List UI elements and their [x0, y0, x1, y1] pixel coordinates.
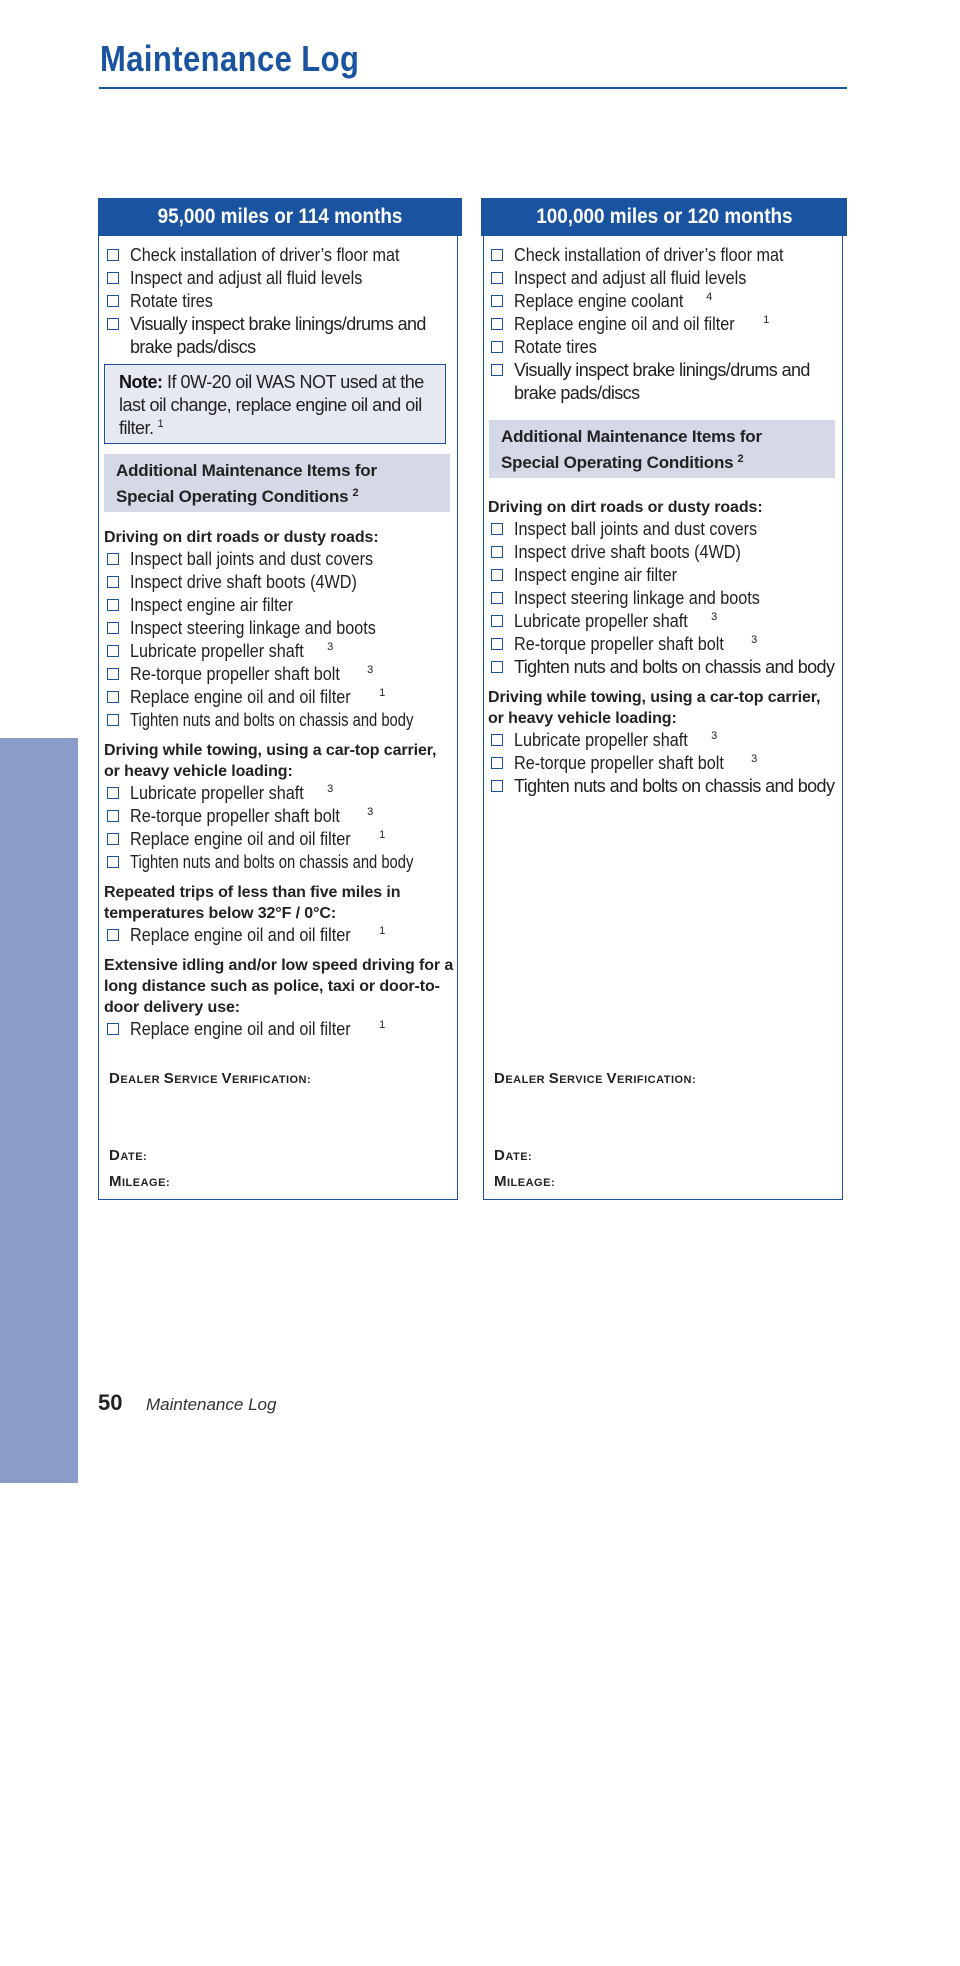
condition-heading: Extensive idling and/or low speed driving for a long distance such as police, taxi or door-to-door delivery use:: [104, 957, 454, 1016]
condition-heading: Repeated trips of less than five miles in temperatures below 32°F / 0°C:: [104, 884, 401, 922]
checklist-item[interactable]: Tighten nuts and bolts on chassis and body: [104, 851, 456, 874]
checklist-item[interactable]: Inspect and adjust all fluid levels: [488, 267, 840, 290]
checkbox-icon[interactable]: [491, 364, 503, 376]
checklist-item[interactable]: Inspect engine air filter: [488, 564, 838, 587]
checkbox-icon[interactable]: [107, 318, 119, 330]
checkbox-icon[interactable]: [107, 553, 119, 565]
checklist-item[interactable]: Inspect steering linkage and boots: [104, 617, 456, 640]
oil-note: Note: If 0W-20 oil WAS NOT used at the last oil change, replace engine oil and oil filter. $^1$: [104, 364, 446, 444]
checklist-item[interactable]: Check installation of driver’s floor mat: [488, 244, 840, 267]
checklist-item[interactable]: Inspect ball joints and dust covers: [104, 548, 456, 571]
checkbox-icon[interactable]: [491, 341, 503, 353]
checkbox-icon[interactable]: [107, 714, 119, 726]
checklist-item[interactable]: Visually inspect brake linings/drums and brake pads/discs: [104, 313, 454, 359]
checklist-item[interactable]: Rotate tires: [488, 336, 840, 359]
checklist-item[interactable]: Check installation of driver’s floor mat: [104, 244, 454, 267]
checklist-item[interactable]: Tighten nuts and bolts on chassis and body: [104, 709, 456, 732]
checklist-item[interactable]: Tighten nuts and bolts on chassis and body: [488, 656, 838, 679]
checkbox-icon[interactable]: [491, 318, 503, 330]
checklist-item[interactable]: Replace engine oil and oil filter $^1$: [104, 924, 456, 947]
condition-heading: Driving while towing, using a car-top carrier, or heavy vehicle loading:: [488, 689, 821, 727]
right-main-checklist: [488, 244, 840, 405]
checkbox-icon[interactable]: [491, 615, 503, 627]
additional-items-banner: Additional Maintenance Items for Special Operating Conditions $^2$: [104, 454, 450, 512]
checklist-item[interactable]: Inspect ball joints and dust covers: [488, 518, 838, 541]
checkbox-icon[interactable]: [107, 810, 119, 822]
checklist-item[interactable]: Replace engine oil and oil filter $^1$: [488, 313, 840, 336]
left-conditions: [104, 527, 456, 1041]
checkbox-icon[interactable]: [491, 638, 503, 650]
title-rule: [99, 87, 847, 89]
checklist-item[interactable]: Lubricate propeller shaft $^3$: [488, 729, 838, 752]
checklist-item[interactable]: Replace engine oil and oil filter $^1$: [104, 828, 456, 851]
checkbox-icon[interactable]: [491, 734, 503, 746]
panel-header-100000: 100,000 miles or 120 months: [481, 198, 847, 236]
checkbox-icon[interactable]: [491, 592, 503, 604]
checklist-item[interactable]: Replace engine oil and oil filter $^1$: [104, 1018, 456, 1041]
checklist-item[interactable]: Inspect steering linkage and boots: [488, 587, 838, 610]
side-tab-label: MAINTENANCE: [23, 1726, 54, 1966]
checkbox-icon[interactable]: [107, 249, 119, 261]
checkbox-icon[interactable]: [491, 523, 503, 535]
checkbox-icon[interactable]: [107, 622, 119, 634]
checkbox-icon[interactable]: [107, 599, 119, 611]
checklist-item[interactable]: Inspect drive shaft boots (4WD): [488, 541, 838, 564]
mileage-label: MILEAGE:: [494, 1173, 556, 1190]
checkbox-icon[interactable]: [107, 295, 119, 307]
checklist-item[interactable]: Tighten nuts and bolts on chassis and body: [488, 775, 838, 798]
checklist-item[interactable]: Re-torque propeller shaft bolt $^3$: [488, 633, 838, 656]
checkbox-icon[interactable]: [107, 645, 119, 657]
checklist-item[interactable]: Inspect drive shaft boots (4WD): [104, 571, 456, 594]
condition-heading: Driving while towing, using a car-top carrier, or heavy vehicle loading:: [104, 742, 437, 780]
checklist-item[interactable]: Inspect and adjust all fluid levels: [104, 267, 454, 290]
checkbox-icon[interactable]: [491, 780, 503, 792]
checkbox-icon[interactable]: [107, 691, 119, 703]
checklist-item[interactable]: Re-torque propeller shaft bolt $^3$: [488, 752, 838, 775]
checklist-item[interactable]: Lubricate propeller shaft $^3$: [488, 610, 838, 633]
condition-heading: Driving on dirt roads or dusty roads:: [488, 499, 763, 516]
checkbox-icon[interactable]: [491, 757, 503, 769]
checkbox-icon[interactable]: [491, 569, 503, 581]
checklist-item[interactable]: Replace engine oil and oil filter $^1$: [104, 686, 456, 709]
page-title: Maintenance Log: [100, 38, 360, 79]
checkbox-icon[interactable]: [491, 546, 503, 558]
checkbox-icon[interactable]: [107, 576, 119, 588]
condition-heading: Driving on dirt roads or dusty roads:: [104, 529, 379, 546]
checklist-item[interactable]: Lubricate propeller shaft $^3$: [104, 782, 456, 805]
checklist-item[interactable]: Lubricate propeller shaft $^3$: [104, 640, 456, 663]
checkbox-icon[interactable]: [491, 249, 503, 261]
date-label: DATE:: [494, 1147, 533, 1164]
checkbox-icon[interactable]: [107, 856, 119, 868]
side-tab: [0, 738, 78, 1966]
checklist-item[interactable]: Replace engine coolant $^4$: [488, 290, 840, 313]
additional-items-banner: Additional Maintenance Items for Special Operating Conditions $^2$: [489, 420, 835, 478]
checkbox-icon[interactable]: [107, 668, 119, 680]
checkbox-icon[interactable]: [107, 272, 119, 284]
dealer-verification-label: DEALER SERVICE VERIFICATION:: [109, 1070, 312, 1087]
checklist-item[interactable]: Visually inspect brake linings/drums and brake pads/discs: [488, 359, 840, 405]
checkbox-icon[interactable]: [107, 1023, 119, 1035]
page-number: 50: [98, 1390, 123, 1415]
checklist-item[interactable]: Re-torque propeller shaft bolt $^3$: [104, 663, 456, 686]
checkbox-icon[interactable]: [491, 295, 503, 307]
footer-label: Maintenance Log: [146, 1395, 277, 1414]
checklist-item[interactable]: Inspect engine air filter: [104, 594, 456, 617]
checkbox-icon[interactable]: [491, 272, 503, 284]
checklist-item[interactable]: Re-torque propeller shaft bolt $^3$: [104, 805, 456, 828]
left-main-checklist: [104, 244, 454, 359]
checkbox-icon[interactable]: [491, 661, 503, 673]
checkbox-icon[interactable]: [107, 787, 119, 799]
checklist-item[interactable]: Rotate tires: [104, 290, 454, 313]
date-label: DATE:: [109, 1147, 148, 1164]
right-conditions: [488, 497, 838, 798]
checkbox-icon[interactable]: [107, 929, 119, 941]
dealer-verification-label: DEALER SERVICE VERIFICATION:: [494, 1070, 697, 1087]
panel-header-95000: 95,000 miles or 114 months: [98, 198, 462, 236]
checkbox-icon[interactable]: [107, 833, 119, 845]
mileage-label: MILEAGE:: [109, 1173, 171, 1190]
